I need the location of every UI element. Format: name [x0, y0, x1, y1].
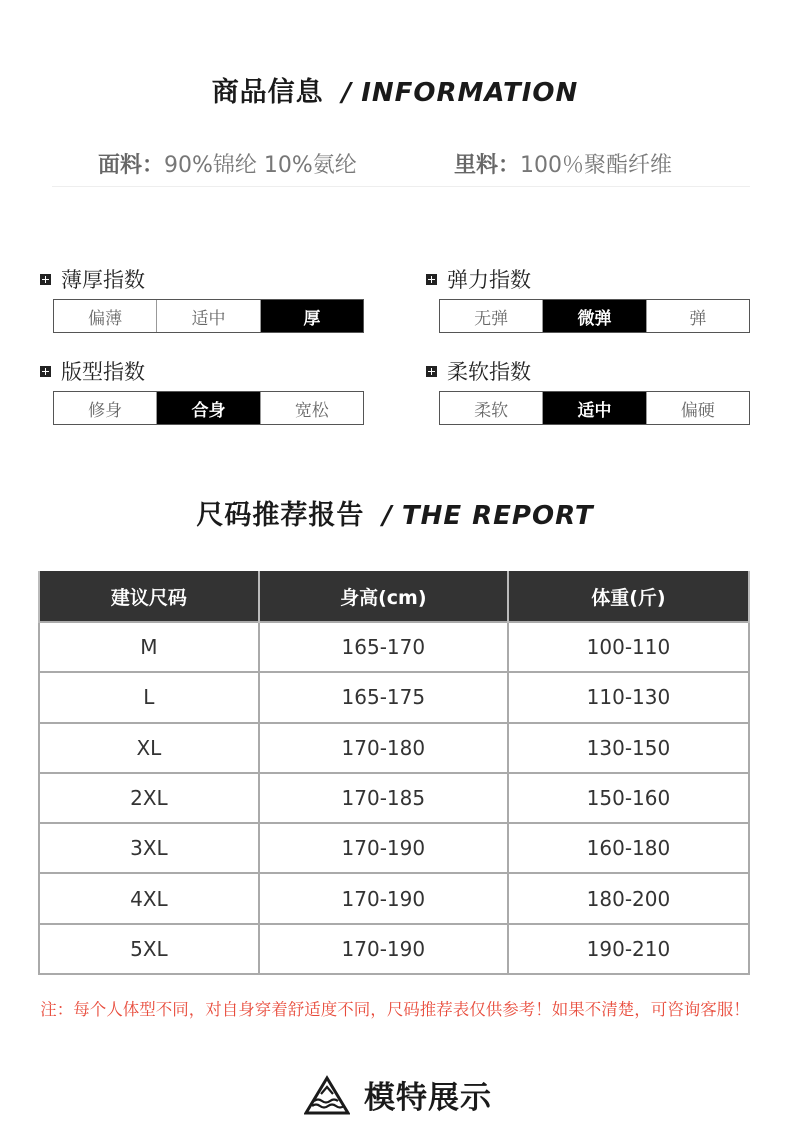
plus-square-icon [426, 274, 437, 285]
weight-cell: 100-110 [508, 622, 749, 672]
size-recommendation-table [38, 571, 750, 975]
weight-cell: 130-150 [508, 723, 749, 773]
height-cell: 165-170 [259, 622, 508, 672]
elasticity-option: 微弹 [543, 300, 646, 332]
plus-square-icon [40, 366, 51, 377]
mountain-wave-triangle-icon [304, 1075, 350, 1115]
height-cell: 170-180 [259, 723, 508, 773]
table-header-row [39, 571, 749, 622]
table-row [39, 823, 749, 873]
model-display-heading [304, 1072, 492, 1117]
thickness-index-scale [53, 299, 364, 333]
softness-option: 偏硬 [680, 400, 715, 421]
plus-square-icon [40, 274, 51, 285]
information-title-en: INFORMATION [361, 78, 579, 108]
information-title-cn: 商品信息 [211, 77, 324, 108]
elasticity-index-scale [439, 299, 750, 333]
size-cell: M [39, 622, 259, 672]
softness-index-scale [439, 391, 750, 425]
fabric-value: 90%锦纶 10%氨纶 [164, 153, 357, 178]
lining-value: 100％聚酯纤维 [520, 153, 673, 178]
size-cell: 2XL [39, 773, 259, 823]
report-title [0, 493, 790, 532]
info-divider [52, 186, 750, 187]
height-cell: 170-190 [259, 823, 508, 873]
elasticity-index-title [426, 264, 531, 294]
table-row [39, 773, 749, 823]
fit-index-label: 版型指数 [61, 360, 145, 384]
thickness-option: 偏薄 [54, 300, 157, 332]
information-title [0, 70, 790, 109]
thickness-index-label: 薄厚指数 [61, 268, 145, 292]
title-separator: / [382, 501, 392, 531]
table-row [39, 723, 749, 773]
weight-cell: 150-160 [508, 773, 749, 823]
lining-info [454, 148, 672, 179]
table-row [39, 622, 749, 672]
table-row [39, 672, 749, 722]
report-title-cn: 尺码推荐报告 [196, 500, 365, 531]
size-disclaimer-note: 注：每个人体型不同，对自身穿着舒适度不同，尺码推荐表仅供参考！如果不清楚，可咨询客服！ [40, 1000, 750, 1019]
fit-option: 宽松 [294, 400, 329, 421]
elasticity-option: 弹 [689, 308, 707, 329]
fabric-label: 面料： [98, 153, 165, 178]
fit-index-scale [53, 391, 364, 425]
weight-cell: 160-180 [508, 823, 749, 873]
size-cell: 3XL [39, 823, 259, 873]
fit-index-title [40, 356, 145, 386]
header-size: 建议尺码 [39, 571, 259, 622]
elasticity-option: 无弹 [440, 300, 543, 332]
softness-index-title [426, 356, 531, 386]
height-cell: 165-175 [259, 672, 508, 722]
thickness-option: 厚 [261, 300, 363, 332]
size-cell: L [39, 672, 259, 722]
height-cell: 170-185 [259, 773, 508, 823]
header-weight: 体重(斤) [508, 571, 749, 622]
size-cell: 4XL [39, 873, 259, 923]
report-title-en: THE REPORT [401, 501, 594, 531]
size-cell: 5XL [39, 924, 259, 974]
header-height: 身高(cm) [259, 571, 508, 622]
size-cell: XL [39, 723, 259, 773]
weight-cell: 110-130 [508, 672, 749, 722]
fabric-info [98, 148, 357, 179]
softness-option: 适中 [543, 392, 646, 424]
lining-label: 里料： [454, 153, 521, 178]
thickness-index-title [40, 264, 145, 294]
plus-square-icon [426, 366, 437, 377]
softness-option: 柔软 [440, 392, 543, 424]
model-display-title: 模特展示 [364, 1080, 492, 1116]
title-separator: / [341, 78, 352, 108]
weight-cell: 190-210 [508, 924, 749, 974]
fit-option: 合身 [157, 392, 260, 424]
fit-option: 修身 [54, 392, 157, 424]
table-row [39, 873, 749, 923]
table-row [39, 924, 749, 974]
thickness-option: 适中 [157, 300, 260, 332]
height-cell: 170-190 [259, 924, 508, 974]
elasticity-index-label: 弹力指数 [447, 268, 531, 292]
softness-index-label: 柔软指数 [447, 360, 531, 384]
height-cell: 170-190 [259, 873, 508, 923]
weight-cell: 180-200 [508, 873, 749, 923]
